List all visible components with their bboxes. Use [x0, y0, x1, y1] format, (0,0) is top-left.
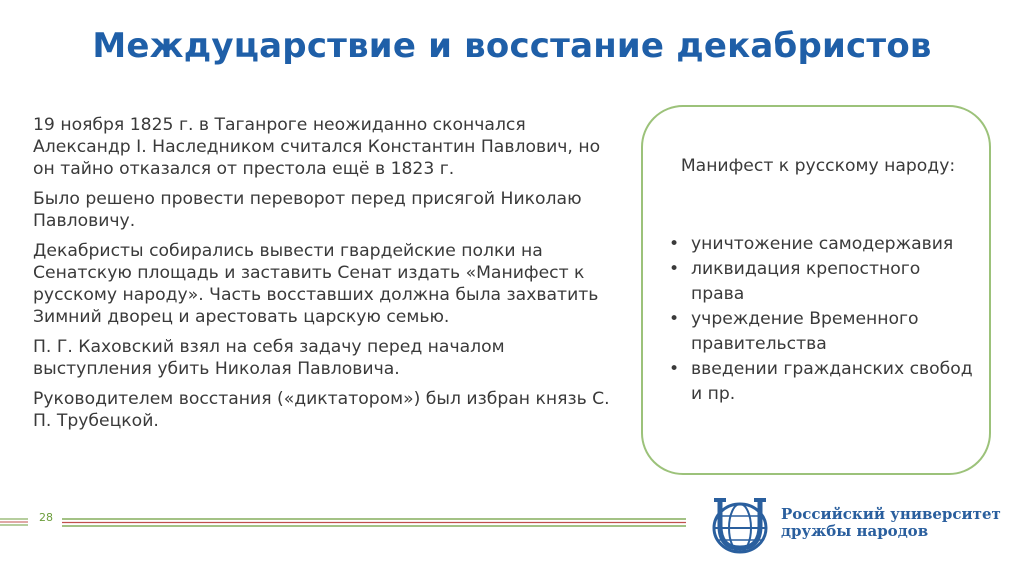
footer-lines-graphic	[0, 516, 686, 532]
logo-text	[781, 506, 1001, 540]
manifest-item-text: учреждение Временного правительства	[691, 309, 919, 354]
main-text	[33, 114, 623, 440]
paragraph-3: Декабристы собирались вывести гвардейские полки на Сенатскую площадь и заставить Сенат издать «Манифест к русскому народу». Часть восставших должна была захватить Зимний дворец и арестовать царскую семью.	[33, 241, 599, 327]
bullet-icon: •	[669, 259, 680, 279]
paragraph-1: 19 ноября 1825 г. в Таганроге неожиданно скончался Александр I. Наследником считался Константин Павлович, но он тайно отказался от престола ещё в 1823 г.	[33, 115, 601, 179]
manifest-item-text: ликвидация крепостного права	[691, 259, 921, 304]
manifest-item-text: уничтожение самодержавия	[691, 234, 954, 254]
manifest-list	[665, 232, 975, 407]
globe-logo-icon	[706, 496, 776, 558]
manifest-item	[665, 232, 975, 257]
logo-line-2: дружбы народов	[781, 522, 929, 540]
manifest-heading: Манифест к русскому народу:	[680, 156, 956, 176]
paragraph-5: Руководителем восстания («диктатором») был избран князь С. П. Трубецкой.	[33, 389, 610, 431]
logo-line-1: Российский университет	[781, 505, 1001, 523]
page-number: 28	[39, 511, 53, 524]
paragraph-2: Было решено провести переворот перед присягой Николаю Павловичу.	[33, 189, 582, 231]
bullet-icon: •	[669, 309, 680, 329]
manifest-item-text: введении гражданских свобод и пр.	[691, 359, 973, 404]
slide-title: Междуцарствие и восстание декабристов	[92, 26, 932, 66]
bullet-icon: •	[669, 234, 680, 254]
manifest-box	[641, 105, 991, 475]
footer-divider	[0, 516, 686, 532]
bullet-icon: •	[669, 359, 680, 379]
manifest-item	[665, 257, 975, 307]
paragraph-4: П. Г. Каховский взял на себя задачу перед началом выступления убить Николая Павловича.	[33, 337, 505, 379]
manifest-item	[665, 307, 975, 357]
manifest-item	[665, 357, 975, 407]
university-logo	[706, 496, 1006, 558]
